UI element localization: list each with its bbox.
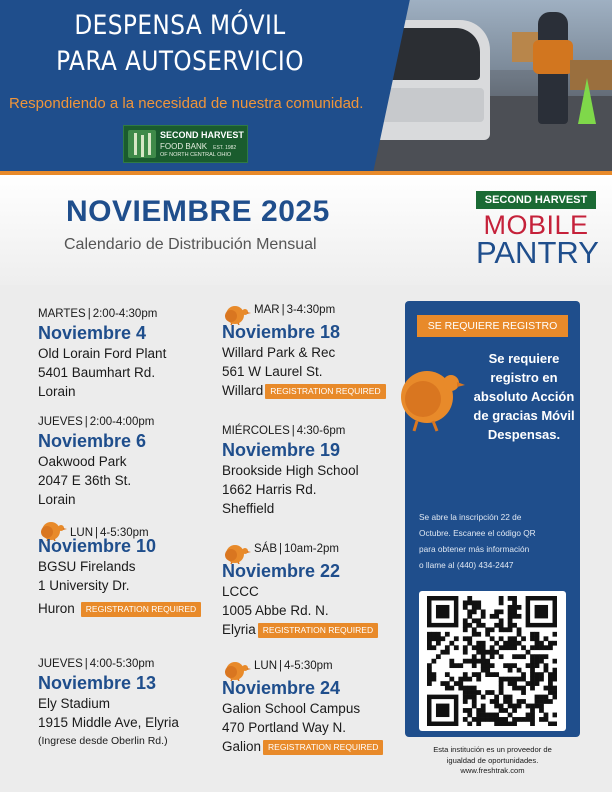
- registration-info: [419, 509, 569, 573]
- event-location: LCCC: [222, 584, 259, 599]
- event-location: Galion School Campus: [222, 701, 361, 716]
- registration-info-line: para obtener más información: [419, 544, 530, 554]
- mobile-pantry-logo-line1: SECOND HARVEST: [476, 191, 596, 209]
- event-address: 1 University Dr.: [38, 578, 130, 593]
- header-subtitle: Respondiendo a la necesidad de nuestra comunidad.: [9, 95, 364, 112]
- event-day: MARTES | 2:00-4:30pm: [38, 308, 158, 320]
- mobile-pantry-logo: [476, 191, 599, 279]
- month-title: NOVIEMBRE 2025: [66, 195, 330, 228]
- event-location: Old Lorain Ford Plant: [38, 346, 167, 361]
- event-address: 5401 Baumhart Rd.: [38, 365, 156, 380]
- event-nov-10: [38, 519, 201, 618]
- event-date: Noviembre 10: [38, 536, 157, 556]
- event-city: Sheffield: [222, 501, 275, 516]
- turkey-icon: [397, 355, 467, 435]
- footer-line2: igualdad de oportunidades.: [446, 755, 539, 765]
- registration-required-badge: REGISTRATION REQUIRED: [265, 384, 385, 399]
- footer: [405, 745, 580, 777]
- event-nov-19: [222, 423, 359, 518]
- event-city: Willard REGISTRATION REQUIRED: [222, 381, 386, 400]
- event-nov-4: [38, 306, 166, 401]
- event-location: Oakwood Park: [38, 454, 127, 469]
- event-address: 1005 Abbe Rd. N.: [222, 603, 329, 618]
- event-city: Lorain: [38, 384, 76, 399]
- second-harvest-logo: [123, 125, 248, 163]
- footer-website[interactable]: www.freshtrak.com: [460, 766, 525, 775]
- header-title: [25, 8, 335, 80]
- header-title-line2: PARA AUTOSERVICIO: [56, 46, 304, 77]
- registration-panel: [405, 301, 580, 737]
- registration-info-line: o llame al (440) 434-2447: [419, 560, 514, 570]
- header-banner: [0, 0, 612, 175]
- calendar-subtitle: Calendario de Distribución Mensual: [64, 236, 317, 253]
- event-address: 2047 E 36th St.: [38, 473, 132, 488]
- logo-line3: OF NORTH CENTRAL OHIO: [160, 152, 232, 158]
- event-date: Noviembre 4: [38, 323, 147, 343]
- event-day: SÁB | 10am-2pm: [222, 534, 378, 560]
- logo-line1: SECOND HARVEST: [160, 130, 244, 140]
- header-photo: [370, 0, 612, 175]
- event-day: JUEVES | 2:00-4:00pm: [38, 416, 155, 428]
- event-nov-22: [222, 534, 378, 639]
- event-day: LUN | 4-5:30pm: [222, 651, 383, 677]
- event-address: 1915 Middle Ave, Elyria: [38, 715, 179, 730]
- event-date: Noviembre 22: [222, 561, 341, 581]
- event-date: Noviembre 19: [222, 440, 341, 460]
- logo-line2: FOOD BANK EST. 1982: [160, 142, 237, 151]
- event-location: BGSU Firelands: [38, 559, 136, 574]
- event-day: JUEVES | 4:00-5:30pm: [38, 658, 155, 670]
- registration-required-badge: REGISTRATION REQUIRED: [263, 740, 383, 755]
- event-location: Brookside High School: [222, 463, 359, 478]
- event-date: Noviembre 24: [222, 678, 341, 698]
- title-band: [0, 175, 612, 285]
- registration-required-badge: REGISTRATION REQUIRED: [81, 602, 201, 617]
- event-address: 561 W Laurel St.: [222, 364, 323, 379]
- event-day: MIÉRCOLES | 4:30-6pm: [222, 425, 346, 437]
- event-address: 470 Portland Way N.: [222, 720, 347, 735]
- footer-line1: Esta institución es un proveedor de: [433, 745, 552, 754]
- registration-headline: Se requiere registro en absoluto Acción de gracias Móvil Despensas.: [473, 351, 575, 442]
- event-day: LUN | 4-5:30pm: [38, 519, 201, 535]
- event-day: MAR | 3-4:30pm: [222, 295, 386, 321]
- mobile-pantry-logo-line3: PANTRY: [476, 235, 599, 270]
- event-nov-13: [38, 656, 179, 751]
- event-city: Galion REGISTRATION REQUIRED: [222, 737, 383, 756]
- event-nov-6: [38, 414, 154, 509]
- qr-code-icon[interactable]: [419, 591, 566, 731]
- event-nov-18: [222, 295, 386, 400]
- header-title-line1: DESPENSA MÓVIL: [74, 10, 286, 41]
- mobile-pantry-logo-line2: MOBILE: [483, 210, 589, 240]
- event-date: Noviembre 6: [38, 431, 147, 451]
- event-city: Elyria REGISTRATION REQUIRED: [222, 620, 378, 639]
- event-location: Willard Park & Rec: [222, 345, 336, 360]
- event-nov-24: [222, 651, 383, 756]
- registration-info-line: Octubre. Escanee el código QR: [419, 528, 536, 538]
- event-city: Lorain: [38, 492, 76, 507]
- event-note: (Ingrese desde Oberlin Rd.): [38, 735, 168, 747]
- schedule-area: [0, 285, 612, 792]
- event-city: Huron REGISTRATION REQUIRED: [38, 599, 201, 618]
- registration-info-line: Se abre la inscripción 22 de: [419, 512, 522, 522]
- event-date: Noviembre 13: [38, 673, 157, 693]
- event-location: Ely Stadium: [38, 696, 111, 711]
- wheat-icon: [128, 130, 156, 158]
- event-address: 1662 Harris Rd.: [222, 482, 317, 497]
- registration-required-badge: REGISTRATION REQUIRED: [258, 623, 378, 638]
- registration-required-tag: SE REQUIERE REGISTRO: [417, 315, 568, 337]
- event-date: Noviembre 18: [222, 322, 341, 342]
